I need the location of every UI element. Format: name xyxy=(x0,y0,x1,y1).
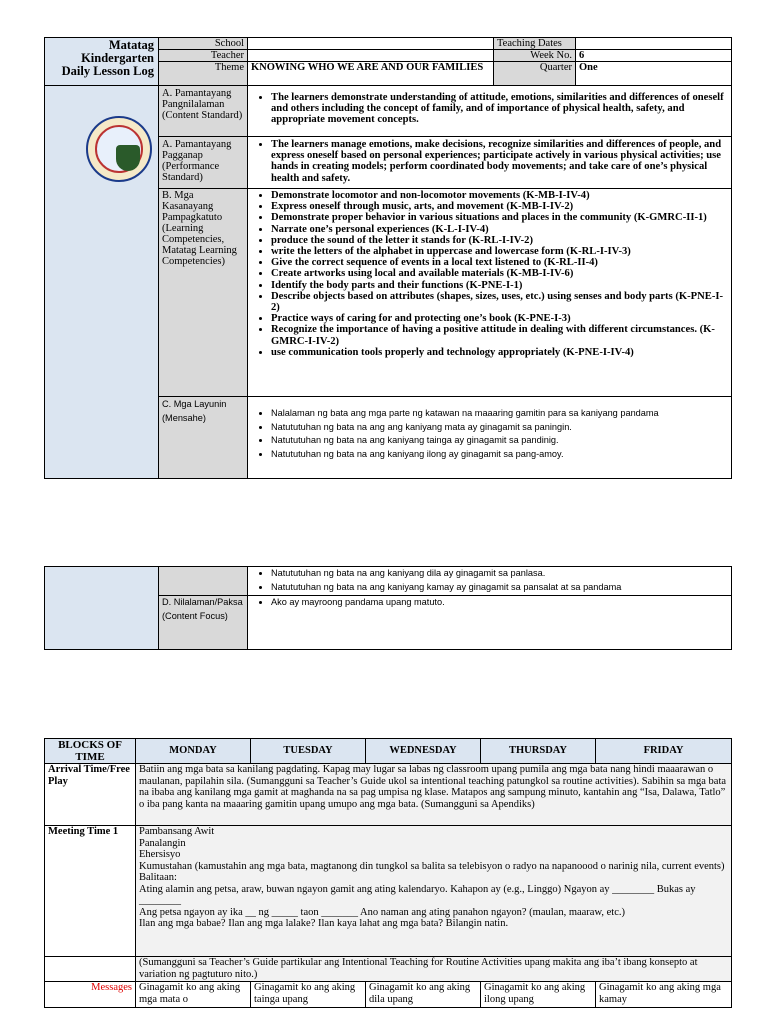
meeting-line: Ehersisyo xyxy=(139,849,181,860)
meeting-line: Balitaan: xyxy=(139,872,177,883)
title-line-1: Matatag xyxy=(108,38,154,52)
competency-item: • Give the correct sequence of events in a local text listened to (K-RL-II-4) xyxy=(271,257,728,268)
performance-standard-item: • The learners manage emotions, make decisions, recognize similarities and differences of people, and express oneself based on personal experiences; participate actively in various physical activities; use hands in creating models; perform coordinated body movements; and take care of one’s physical health and safety. xyxy=(271,139,728,184)
meeting-line: Panalangin xyxy=(139,837,186,849)
objectives-label-continued xyxy=(159,567,248,596)
friday-message: Ginagamit ko ang aking mga kamay xyxy=(596,982,732,1008)
content-standard-label: A. Pamantayang Pangnilalaman (Content Standard) xyxy=(159,86,248,137)
content-standard-cell xyxy=(248,86,732,137)
tuesday-message: Ginagamit ko ang aking tainga upang xyxy=(251,982,366,1008)
lesson-log-header-table xyxy=(44,37,732,479)
competency-item: • Demonstrate locomotor and non-locomotor movements (K-MB-I-IV-4) xyxy=(271,190,728,201)
competency-item: • Recognize the importance of having a positive attitude in dealing with different circumstances. (K-GMRC-I-IV-2) xyxy=(271,324,728,346)
title-line-2: Kindergarten xyxy=(81,51,154,65)
lesson-log-continued-table xyxy=(44,566,732,650)
meeting-line: Kumustahan (kamustahin ang mga bata, magtanong din tungkol sa balita sa telebisyon o radyo na napanoood o narinig nila, current events) xyxy=(139,860,725,872)
thursday-message: Ginagamit ko ang aking ilong upang xyxy=(481,982,596,1008)
objective-item: • Natututuhan ng bata na ang kaniyang kamay ay ginagamit sa pansalat at sa pandama xyxy=(271,581,728,595)
meeting-line: Ating alamin ang petsa, araw, buwan ngayon gamit ang ating kalendaryo. Kahapon ay (e.g., Linggo) Ngayon ay ________ Bukas ay ________ xyxy=(139,883,696,906)
monday-message: Ginagamit ko ang aking mga mata o xyxy=(136,982,251,1008)
objective-item: • Natututuhan ng bata na ang kaniyang tainga ay ginagamit sa pandinig. xyxy=(271,434,728,448)
competencies-cell xyxy=(248,189,732,397)
monday-header: MONDAY xyxy=(136,739,251,764)
objective-item: • Nalalaman ng bata ang mga parte ng katawan na maaaring gamitin para sa kaniyang pandama xyxy=(271,407,728,421)
theme-field[interactable]: KNOWING WHO WE ARE AND OUR FAMILIES xyxy=(248,62,494,86)
content-focus-cell xyxy=(248,596,732,650)
competencies-label: B. Mga Kasanayang Pampagkatuto (Learning Competencies, Matatag Learning Competencies) xyxy=(159,189,248,397)
week-no-field[interactable]: 6 xyxy=(576,50,732,62)
log-title xyxy=(45,38,159,86)
teacher-label: Teacher xyxy=(159,50,248,62)
competency-item: • Demonstrate proper behavior in various situations and places in the community (K-GMRC-II-1) xyxy=(271,212,728,223)
content-focus-label: D. Nilalaman/Paksa (Content Focus) xyxy=(159,596,248,650)
teacher-field[interactable] xyxy=(248,50,494,62)
weekly-schedule-table xyxy=(44,738,732,1008)
teaching-dates-field[interactable] xyxy=(576,38,732,50)
performance-standard-cell xyxy=(248,137,732,189)
competency-item: • Express oneself through music, arts, and movement (K-MB-I-IV-2) xyxy=(271,201,728,212)
school-label: School xyxy=(159,38,248,50)
logo-column-continued xyxy=(45,567,159,650)
tuesday-header: TUESDAY xyxy=(251,739,366,764)
meeting-time-cell xyxy=(136,826,732,957)
wednesday-message: Ginagamit ko ang aking dila upang xyxy=(366,982,481,1008)
competency-item: • Practice ways of caring for and protecting one’s book (K-PNE-I-3) xyxy=(271,313,728,324)
competency-item: • use communication tools properly and technology appropriately (K-PNE-I-IV-4) xyxy=(271,347,728,358)
arrival-text: Batiin ang mga bata sa kanilang pagdating. Kapag may lugar sa labas ng classroom upang pumila ang mga bata nang hindi maaarawan o maulanan, papilahin sila. (Sumangguni sa Teacher’s Guide ukol sa intentional teaching patungkol sa routine activities). Sabihin sa mga bata na ibaba ang kanilang mga gamit at maghanda na sa pag umpisa ng klase. Matapos ang sampung minuto, kantahin ang “Isa, Dalawa, Tatlo” o iba pang kanta na maaaring gamitin upang umupo ang mga bata. (Sumangguni sa Apendiks) xyxy=(136,764,732,826)
objectives-cell-continued xyxy=(248,567,732,596)
title-line-3: Daily Lesson Log xyxy=(61,64,154,78)
arrival-label: Arrival Time/Free Play xyxy=(45,764,136,826)
competency-item: • Describe objects based on attributes (shapes, sizes, uses, etc.) using senses and body parts (K-PNE-I-2) xyxy=(271,291,728,313)
quarter-field[interactable]: One xyxy=(576,62,732,86)
meeting-time-label: Meeting Time 1 xyxy=(45,826,136,957)
theme-label: Theme xyxy=(159,62,248,86)
objectives-label: C. Mga Layunin (Mensahe) xyxy=(159,397,248,479)
week-no-label: Week No. xyxy=(494,50,576,62)
competency-item: • Narrate one’s personal experiences (K-L-I-IV-4) xyxy=(271,224,728,235)
objective-item: • Natututuhan ng bata na ang kaniyang dila ay ginagamit sa panlasa. xyxy=(271,567,728,581)
thursday-header: THURSDAY xyxy=(481,739,596,764)
objective-item: • Natututuhan ng bata na ang ang kaniyang mata ay ginagamit sa paningin. xyxy=(271,421,728,435)
meeting-line: Pambansang Awit xyxy=(139,826,215,837)
friday-header: FRIDAY xyxy=(596,739,732,764)
quarter-label: Quarter xyxy=(494,62,576,86)
performance-standard-label: A. Pamantayang Pagganap (Performance Standard) xyxy=(159,137,248,189)
competency-item: • Identify the body parts and their functions (K-PNE-I-1) xyxy=(271,280,728,291)
objectives-cell xyxy=(248,397,732,479)
deped-seal-logo xyxy=(86,116,152,182)
wednesday-header: WEDNESDAY xyxy=(366,739,481,764)
competency-item: • produce the sound of the letter it stands for (K-RL-I-IV-2) xyxy=(271,235,728,246)
competency-item: • Create artworks using local and available materials (K-MB-I-IV-6) xyxy=(271,268,728,279)
messages-label: Messages xyxy=(45,982,136,1008)
blocks-of-time-header: BLOCKS OF TIME xyxy=(45,739,136,764)
meeting-line: Ilan ang mga babae? Ilan ang mga lalake? Ilan kaya lahat ang mga bata? Bilangin natin. xyxy=(139,918,509,929)
competency-item: • write the letters of the alphabet in uppercase and lowercase form (K-RL-I-IV-3) xyxy=(271,246,728,257)
school-field[interactable] xyxy=(248,38,494,50)
content-focus-item: • Ako ay mayroong pandama upang matuto. xyxy=(271,596,728,610)
meeting-line: Ang petsa ngayon ay ika __ ng _____ taon _______ Ano naman ang ating panahon ngayon? (maulan, maaraw, etc.) xyxy=(139,906,625,918)
objective-item: • Natututuhan ng bata na ang kaniyang ilong ay ginagamit sa pang-amoy. xyxy=(271,448,728,462)
teaching-dates-label: Teaching Dates xyxy=(494,38,576,50)
content-standard-item: • The learners demonstrate understanding of attitude, emotions, similarities and differences of oneself and others including the concept of family, and of importance of physical health, safety, and appropriate movement concepts. xyxy=(271,92,728,126)
meeting-note-label xyxy=(45,957,136,982)
meeting-note: (Sumangguni sa Teacher’s Guide partikular ang Intentional Teaching for Routine Activities upang makita ang iba’t ibang konsepto at variation ng pagtuturo nito.) xyxy=(136,957,732,982)
